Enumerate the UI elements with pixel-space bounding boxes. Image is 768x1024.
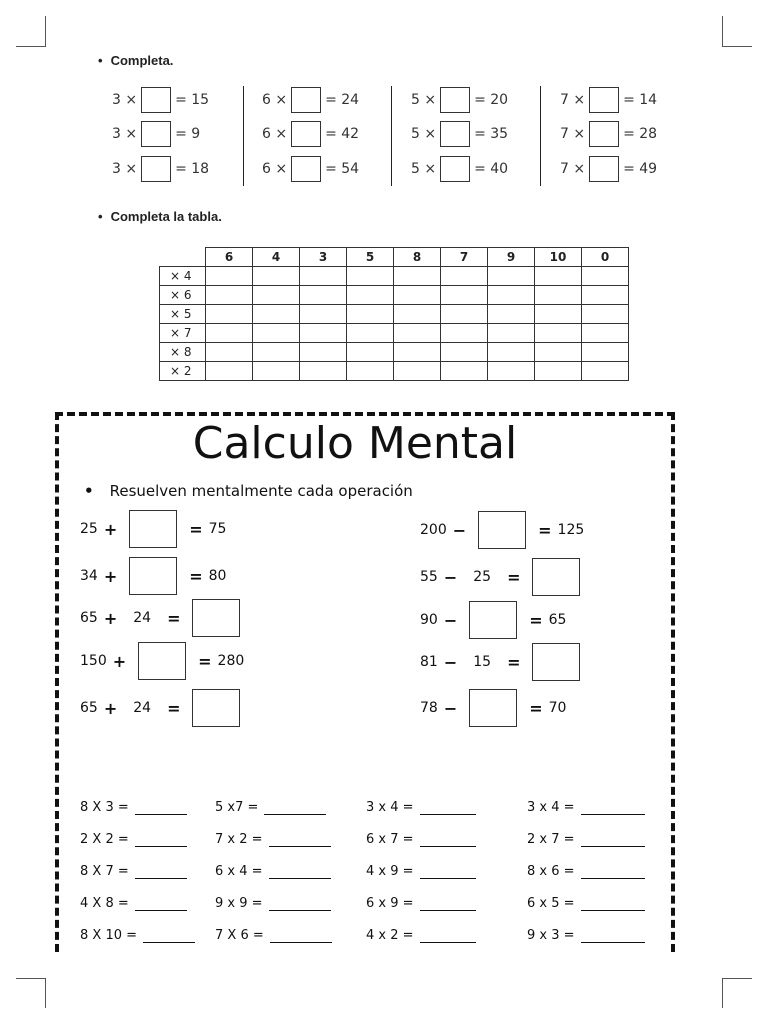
operand-a: 34 xyxy=(80,568,98,584)
answer-line[interactable] xyxy=(264,802,326,815)
answer-line[interactable] xyxy=(135,898,187,911)
table-row xyxy=(160,305,629,324)
answer-cell[interactable] xyxy=(441,286,488,305)
row-header: × 7 xyxy=(160,324,206,343)
answer-cell[interactable] xyxy=(535,305,582,324)
multiplication-item xyxy=(527,896,645,911)
answer-box[interactable] xyxy=(138,642,186,680)
multiplication-text: 8 X 7 = xyxy=(80,864,129,879)
equation xyxy=(112,121,200,147)
equals-sign: = xyxy=(538,520,552,540)
multiplication-item xyxy=(215,896,331,911)
column-divider xyxy=(540,86,541,186)
equals-sign: = xyxy=(167,608,181,628)
column-header: 3 xyxy=(300,248,347,267)
answer-line[interactable] xyxy=(420,866,476,879)
answer-cell[interactable] xyxy=(582,305,629,324)
answer-cell[interactable] xyxy=(347,286,394,305)
multiplication-text: 4 x 9 = xyxy=(366,864,414,879)
answer-box[interactable] xyxy=(532,643,580,681)
column-header: 9 xyxy=(488,248,535,267)
answer-cell[interactable] xyxy=(347,343,394,362)
calc-row xyxy=(420,558,586,596)
equation xyxy=(112,87,209,113)
equation-left: 5 × xyxy=(411,92,437,108)
bullet-icon: • xyxy=(98,209,103,224)
multiplication-text: 8 x 6 = xyxy=(527,864,575,879)
result: 65 xyxy=(548,612,567,628)
answer-line[interactable] xyxy=(420,898,476,911)
answer-cell[interactable] xyxy=(394,343,441,362)
equation-right: = 14 xyxy=(623,92,658,108)
equation-right: = 35 xyxy=(474,126,509,142)
multiplication-text: 2 x 7 = xyxy=(527,832,575,847)
calc-row xyxy=(80,642,244,680)
multiplication-item xyxy=(80,864,187,879)
answer-cell[interactable] xyxy=(394,267,441,286)
column-header: 5 xyxy=(347,248,394,267)
equation-right: = 40 xyxy=(474,161,509,177)
operand-a: 65 xyxy=(80,610,98,626)
answer-cell[interactable] xyxy=(300,362,347,381)
answer-box[interactable] xyxy=(291,121,321,147)
column-divider xyxy=(391,86,392,186)
answer-box[interactable] xyxy=(291,87,321,113)
multiplication-text: 8 X 10 = xyxy=(80,928,138,943)
multiplication-text: 6 x 4 = xyxy=(215,864,263,879)
equals-sign: = xyxy=(189,519,203,539)
calc-row xyxy=(80,557,226,595)
answer-box[interactable] xyxy=(192,599,240,637)
multiplication-text: 3 x 4 = xyxy=(527,800,575,815)
answer-line[interactable] xyxy=(420,930,476,943)
multiplication-item xyxy=(527,928,645,943)
multiplication-item xyxy=(366,832,476,847)
instruction: • Resuelven mentalmente cada operación xyxy=(84,482,413,500)
multiplication-item xyxy=(527,832,645,847)
crop-mark-tl-v xyxy=(45,16,46,46)
multiplication-item xyxy=(80,896,187,911)
multiplication-item xyxy=(215,928,332,943)
answer-cell[interactable] xyxy=(253,305,300,324)
answer-box[interactable] xyxy=(589,156,619,182)
page-title: Calculo Mental xyxy=(192,418,518,469)
multiplication-item xyxy=(366,928,476,943)
answer-line[interactable] xyxy=(581,834,645,847)
equation-left: 6 × xyxy=(262,161,288,177)
answer-cell[interactable] xyxy=(582,286,629,305)
operator: − xyxy=(452,520,467,540)
equation-right: = 20 xyxy=(474,92,509,108)
operand-a: 25 xyxy=(80,521,98,537)
calc-row xyxy=(420,643,586,681)
table-row xyxy=(160,362,629,381)
crop-mark-br-h xyxy=(722,978,752,979)
answer-box[interactable] xyxy=(141,121,171,147)
answer-cell[interactable] xyxy=(488,286,535,305)
multiplication-text: 2 X 2 = xyxy=(80,832,129,847)
multiplication-text: 3 x 4 = xyxy=(366,800,414,815)
equation-left: 6 × xyxy=(262,126,288,142)
column-header: 10 xyxy=(535,248,582,267)
answer-cell[interactable] xyxy=(206,305,253,324)
equation-right: = 49 xyxy=(623,161,658,177)
calc-row xyxy=(420,601,566,639)
answer-box[interactable] xyxy=(141,156,171,182)
answer-cell[interactable] xyxy=(535,267,582,286)
answer-cell[interactable] xyxy=(535,343,582,362)
operator: + xyxy=(103,698,118,718)
answer-box[interactable] xyxy=(291,156,321,182)
multiplication-text: 5 x7 = xyxy=(215,800,259,815)
answer-cell[interactable] xyxy=(488,267,535,286)
operand-a: 200 xyxy=(420,522,447,538)
equals-sign: = xyxy=(529,698,543,718)
section1-heading: • Completa. xyxy=(98,53,174,68)
row-header: × 5 xyxy=(160,305,206,324)
result: 80 xyxy=(208,568,227,584)
equation xyxy=(262,87,359,113)
equation xyxy=(411,87,508,113)
answer-line[interactable] xyxy=(581,898,645,911)
equation xyxy=(411,121,508,147)
operand-b: 24 xyxy=(133,700,152,716)
operator: + xyxy=(103,519,118,539)
multiplication-text: 8 X 3 = xyxy=(80,800,129,815)
answer-line[interactable] xyxy=(143,930,195,943)
answer-box[interactable] xyxy=(589,87,619,113)
answer-box[interactable] xyxy=(440,121,470,147)
answer-cell[interactable] xyxy=(300,267,347,286)
multiplication-item xyxy=(215,800,326,815)
crop-mark-tr-h xyxy=(722,46,752,47)
equation-right: = 42 xyxy=(325,126,360,142)
equation-right: = 54 xyxy=(325,161,360,177)
answer-cell[interactable] xyxy=(441,305,488,324)
answer-line[interactable] xyxy=(269,866,331,879)
answer-line[interactable] xyxy=(135,802,187,815)
answer-line[interactable] xyxy=(420,834,476,847)
multiplication-item xyxy=(527,800,645,815)
equation-right: = 24 xyxy=(325,92,360,108)
table-row xyxy=(160,343,629,362)
column-header: 8 xyxy=(394,248,441,267)
equals-sign: = xyxy=(507,567,521,587)
operand-b: 15 xyxy=(473,654,492,670)
equation-left: 5 × xyxy=(411,161,437,177)
multiplication-text: 6 x 7 = xyxy=(366,832,414,847)
multiplication-table xyxy=(159,247,629,381)
answer-cell[interactable] xyxy=(488,305,535,324)
multiplication-text: 7 x 2 = xyxy=(215,832,263,847)
column-header: 4 xyxy=(253,248,300,267)
answer-cell[interactable] xyxy=(582,267,629,286)
answer-cell[interactable] xyxy=(347,305,394,324)
answer-box[interactable] xyxy=(469,689,517,727)
equation-left: 5 × xyxy=(411,126,437,142)
multiplication-text: 4 x 2 = xyxy=(366,928,414,943)
row-header: × 8 xyxy=(160,343,206,362)
equation-left: 3 × xyxy=(112,161,138,177)
answer-cell[interactable] xyxy=(300,343,347,362)
answer-cell[interactable] xyxy=(206,267,253,286)
answer-cell[interactable] xyxy=(206,343,253,362)
crop-mark-bl-h xyxy=(16,978,46,979)
multiplication-item xyxy=(80,832,187,847)
answer-cell[interactable] xyxy=(206,324,253,343)
operator: + xyxy=(103,566,118,586)
operand-a: 65 xyxy=(80,700,98,716)
multiplication-item xyxy=(80,928,195,943)
answer-cell[interactable] xyxy=(535,362,582,381)
answer-cell[interactable] xyxy=(535,324,582,343)
table-row xyxy=(160,267,629,286)
operand-a: 90 xyxy=(420,612,438,628)
answer-cell[interactable] xyxy=(441,362,488,381)
answer-box[interactable] xyxy=(478,511,526,549)
answer-line[interactable] xyxy=(581,802,645,815)
equation xyxy=(262,156,359,182)
answer-cell[interactable] xyxy=(347,267,394,286)
calc-row xyxy=(80,510,226,548)
calc-row xyxy=(420,511,584,549)
column-divider xyxy=(243,86,244,186)
answer-box[interactable] xyxy=(141,87,171,113)
equation xyxy=(560,121,657,147)
table-corner xyxy=(160,248,206,267)
result: 125 xyxy=(557,522,585,538)
answer-line[interactable] xyxy=(269,834,331,847)
answer-line[interactable] xyxy=(420,802,476,815)
answer-box[interactable] xyxy=(532,558,580,596)
calc-row xyxy=(80,689,246,727)
answer-box[interactable] xyxy=(129,510,177,548)
row-header: × 4 xyxy=(160,267,206,286)
equation-left: 3 × xyxy=(112,92,138,108)
multiplication-text: 9 x 9 = xyxy=(215,896,263,911)
answer-box[interactable] xyxy=(440,156,470,182)
answer-box[interactable] xyxy=(440,87,470,113)
operand-a: 78 xyxy=(420,700,438,716)
multiplication-item xyxy=(527,864,645,879)
answer-cell[interactable] xyxy=(394,362,441,381)
equation xyxy=(262,121,359,147)
answer-box[interactable] xyxy=(469,601,517,639)
operator: − xyxy=(443,567,458,587)
answer-cell[interactable] xyxy=(535,286,582,305)
equation-left: 6 × xyxy=(262,92,288,108)
table-row xyxy=(160,286,629,305)
table-row xyxy=(160,324,629,343)
equation-right: = 15 xyxy=(175,92,210,108)
equals-sign: = xyxy=(167,698,181,718)
equation-left: 7 × xyxy=(560,126,586,142)
equation xyxy=(112,156,209,182)
answer-cell[interactable] xyxy=(582,324,629,343)
equals-sign: = xyxy=(189,566,203,586)
answer-cell[interactable] xyxy=(488,362,535,381)
answer-cell[interactable] xyxy=(488,324,535,343)
multiplication-text: 4 X 8 = xyxy=(80,896,129,911)
multiplication-item xyxy=(215,864,331,879)
answer-line[interactable] xyxy=(135,834,187,847)
multiplication-text: 6 x 5 = xyxy=(527,896,575,911)
answer-box[interactable] xyxy=(589,121,619,147)
result: 75 xyxy=(208,521,227,537)
result: 70 xyxy=(548,700,567,716)
operand-a: 55 xyxy=(420,569,438,585)
multiplication-text: 7 X 6 = xyxy=(215,928,264,943)
equation-left: 7 × xyxy=(560,161,586,177)
operand-b: 24 xyxy=(133,610,152,626)
operand-b: 25 xyxy=(473,569,492,585)
answer-cell[interactable] xyxy=(206,362,253,381)
answer-line[interactable] xyxy=(581,930,645,943)
column-header: 7 xyxy=(441,248,488,267)
equation-right: = 28 xyxy=(623,126,658,142)
answer-cell[interactable] xyxy=(253,286,300,305)
calc-row xyxy=(420,689,566,727)
operand-a: 150 xyxy=(80,653,107,669)
answer-cell[interactable] xyxy=(441,324,488,343)
equation xyxy=(560,156,657,182)
answer-cell[interactable] xyxy=(394,324,441,343)
multiplication-item xyxy=(366,800,476,815)
operator: − xyxy=(443,698,458,718)
answer-box[interactable] xyxy=(129,557,177,595)
crop-mark-tl-h xyxy=(16,46,46,47)
equals-sign: = xyxy=(529,610,543,630)
operator: + xyxy=(103,608,118,628)
operand-a: 81 xyxy=(420,654,438,670)
operator: − xyxy=(443,652,458,672)
answer-line[interactable] xyxy=(135,866,187,879)
column-header: 6 xyxy=(206,248,253,267)
answer-cell[interactable] xyxy=(300,324,347,343)
answer-cell[interactable] xyxy=(394,286,441,305)
equation-left: 3 × xyxy=(112,126,138,142)
answer-cell[interactable] xyxy=(253,362,300,381)
answer-cell[interactable] xyxy=(253,343,300,362)
calc-row xyxy=(80,599,246,637)
equals-sign: = xyxy=(198,651,212,671)
crop-mark-br-v xyxy=(722,978,723,1008)
bullet-icon: • xyxy=(84,482,94,500)
equation-right: = 18 xyxy=(175,161,210,177)
equation xyxy=(560,87,657,113)
answer-line[interactable] xyxy=(269,898,331,911)
multiplication-text: 9 x 3 = xyxy=(527,928,575,943)
answer-cell[interactable] xyxy=(206,286,253,305)
answer-cell[interactable] xyxy=(300,286,347,305)
column-header: 0 xyxy=(582,248,629,267)
operator: + xyxy=(112,651,127,671)
result: 280 xyxy=(217,653,245,669)
multiplication-item xyxy=(215,832,331,847)
answer-line[interactable] xyxy=(581,866,645,879)
answer-cell[interactable] xyxy=(441,343,488,362)
multiplication-item xyxy=(80,800,187,815)
answer-cell[interactable] xyxy=(300,305,347,324)
answer-cell[interactable] xyxy=(347,362,394,381)
section2-heading: • Completa la tabla. xyxy=(98,209,222,224)
operator: − xyxy=(443,610,458,630)
answer-line[interactable] xyxy=(270,930,332,943)
row-header: × 6 xyxy=(160,286,206,305)
equals-sign: = xyxy=(507,652,521,672)
answer-cell[interactable] xyxy=(253,267,300,286)
crop-mark-bl-v xyxy=(45,978,46,1008)
answer-cell[interactable] xyxy=(582,343,629,362)
multiplication-item xyxy=(366,864,476,879)
multiplication-item xyxy=(366,896,476,911)
answer-cell[interactable] xyxy=(488,343,535,362)
answer-box[interactable] xyxy=(192,689,240,727)
crop-mark-tr-v xyxy=(722,16,723,46)
answer-cell[interactable] xyxy=(582,362,629,381)
answer-cell[interactable] xyxy=(441,267,488,286)
answer-cell[interactable] xyxy=(253,324,300,343)
equation-right: = 9 xyxy=(175,126,201,142)
equation-left: 7 × xyxy=(560,92,586,108)
bullet-icon: • xyxy=(98,53,103,68)
answer-cell[interactable] xyxy=(347,324,394,343)
equation xyxy=(411,156,508,182)
multiplication-text: 6 x 9 = xyxy=(366,896,414,911)
row-header: × 2 xyxy=(160,362,206,381)
answer-cell[interactable] xyxy=(394,305,441,324)
